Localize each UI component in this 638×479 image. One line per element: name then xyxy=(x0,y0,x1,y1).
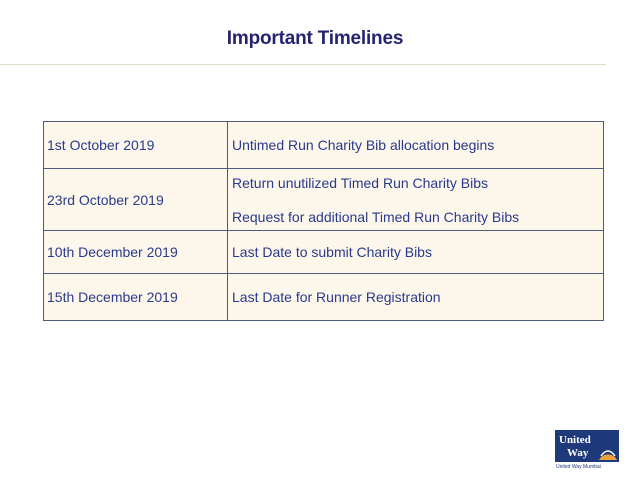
event-text: Request for additional Timed Run Charity Bibs xyxy=(232,208,520,225)
date-cell: 1st October 2019 xyxy=(44,122,228,169)
table-row xyxy=(44,122,604,169)
logo-word-line1: United xyxy=(559,434,591,446)
table-row xyxy=(44,274,604,321)
logo-tagline: United Way Mumbai xyxy=(556,464,601,470)
timeline-table xyxy=(43,121,604,321)
title-divider xyxy=(0,64,606,65)
united-way-logo xyxy=(555,430,619,470)
slide-title: Important Timelines xyxy=(226,28,404,49)
table-row xyxy=(44,231,604,274)
event-cell xyxy=(228,169,604,231)
date-cell: 10th December 2019 xyxy=(44,231,228,274)
logo-word-line2: Way xyxy=(567,447,589,459)
event-text: Last Date to submit Charity Bibs xyxy=(232,244,432,260)
event-text: Last Date for Runner Registration xyxy=(232,289,441,305)
table-row xyxy=(44,169,604,231)
event-text: Return unutilized Timed Run Charity Bibs xyxy=(232,174,489,191)
event-cell xyxy=(228,274,604,321)
event-text: Untimed Run Charity Bib allocation begins xyxy=(232,137,495,153)
date-cell: 15th December 2019 xyxy=(44,274,228,321)
event-cell xyxy=(228,122,604,169)
event-cell xyxy=(228,231,604,274)
date-cell: 23rd October 2019 xyxy=(44,169,228,231)
